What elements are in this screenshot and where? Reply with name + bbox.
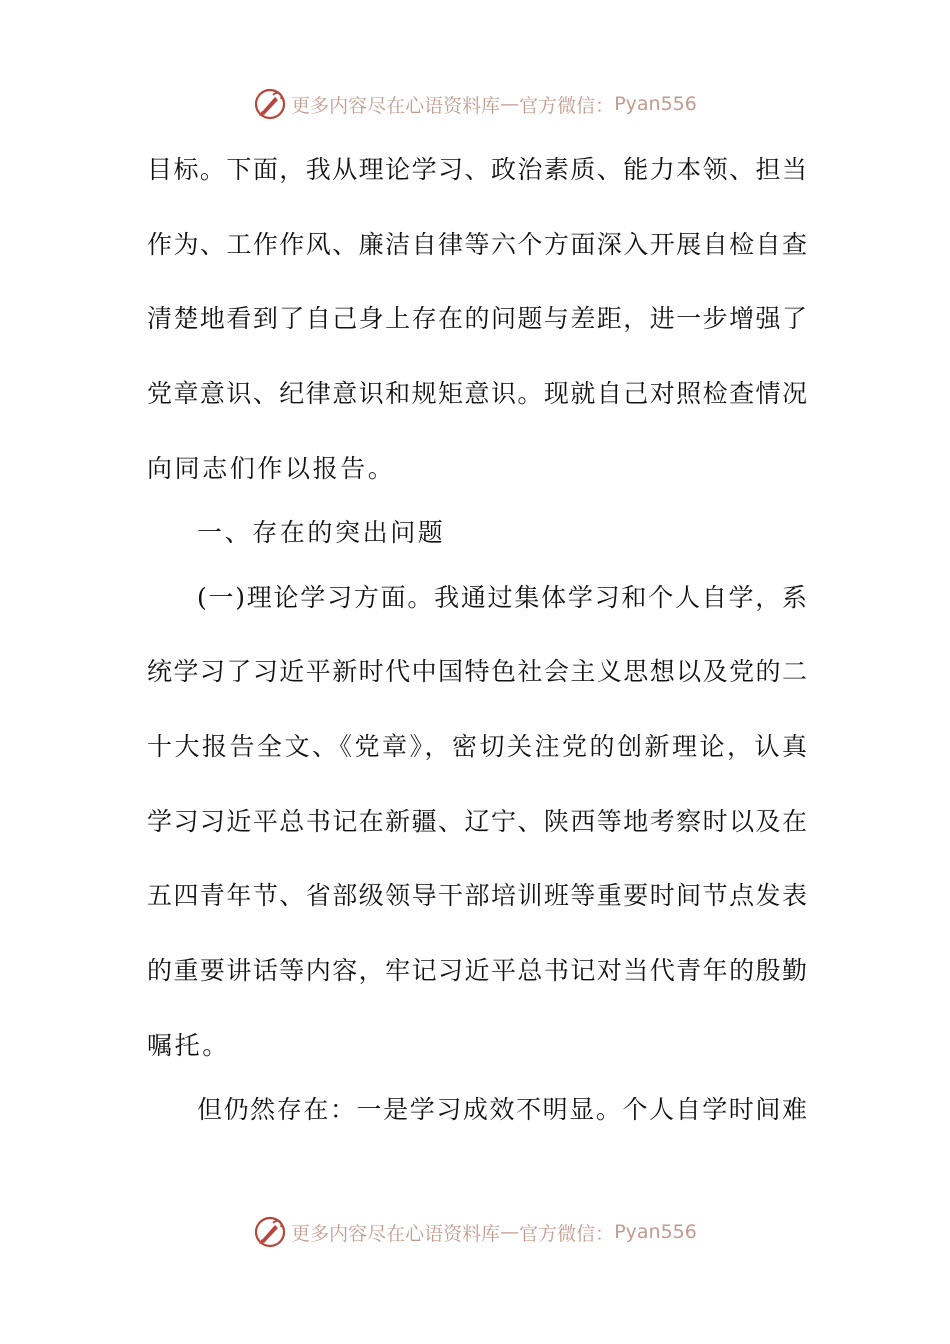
body-line: 但仍然存在：一是学习成效不明显。个人自学时间难 xyxy=(197,1095,807,1124)
pen-logo-icon xyxy=(253,87,287,121)
banner-wechat-account: Pyan556 xyxy=(614,1221,697,1243)
body-line: 目标。下面，我从理论学习、政治素质、能力本领、担当 xyxy=(147,155,807,184)
banner-brand-text: 更多内容尽在心语资料库 xyxy=(291,1222,501,1245)
body-line: 学习习近平总书记在新疆、辽宁、陕西等地考察时以及在 xyxy=(147,807,807,836)
header-banner xyxy=(0,84,950,124)
body-line: 向同志们作以报告。 xyxy=(147,454,396,483)
pen-logo-icon xyxy=(253,1215,287,1249)
banner-dash: — xyxy=(500,93,520,115)
body-line: 清楚地看到了自己身上存在的问题与差距，进一步增强了 xyxy=(147,304,807,333)
banner-wechat-label: 官方微信： xyxy=(519,1222,615,1245)
body-line: 五四青年节、省部级领导干部培训班等重要时间节点发表 xyxy=(147,881,807,910)
body-line: 党章意识、纪律意识和规矩意识。现就自己对照检查情况 xyxy=(147,379,807,408)
body-line: 的重要讲话等内容，牢记习近平总书记对当代青年的殷勤 xyxy=(147,956,807,985)
body-line: 作为、工作作风、廉洁自律等六个方面深入开展自检自查 xyxy=(147,230,807,259)
body-line: 统学习了习近平新时代中国特色社会主义思想以及党的二 xyxy=(147,657,807,686)
body-line: 十大报告全文、《党章》，密切关注党的创新理论，认真 xyxy=(147,732,807,761)
banner-dash: — xyxy=(500,1221,520,1243)
banner-brand-text: 更多内容尽在心语资料库 xyxy=(291,94,501,117)
section-heading: 一、存在的突出问题 xyxy=(197,518,446,547)
banner-wechat-account: Pyan556 xyxy=(614,93,697,115)
body-line: (一)理论学习方面。我通过集体学习和个人自学，系 xyxy=(197,583,807,612)
body-line: 嘱托。 xyxy=(147,1031,230,1060)
footer-banner xyxy=(0,1212,950,1252)
banner-wechat-label: 官方微信： xyxy=(519,94,615,117)
